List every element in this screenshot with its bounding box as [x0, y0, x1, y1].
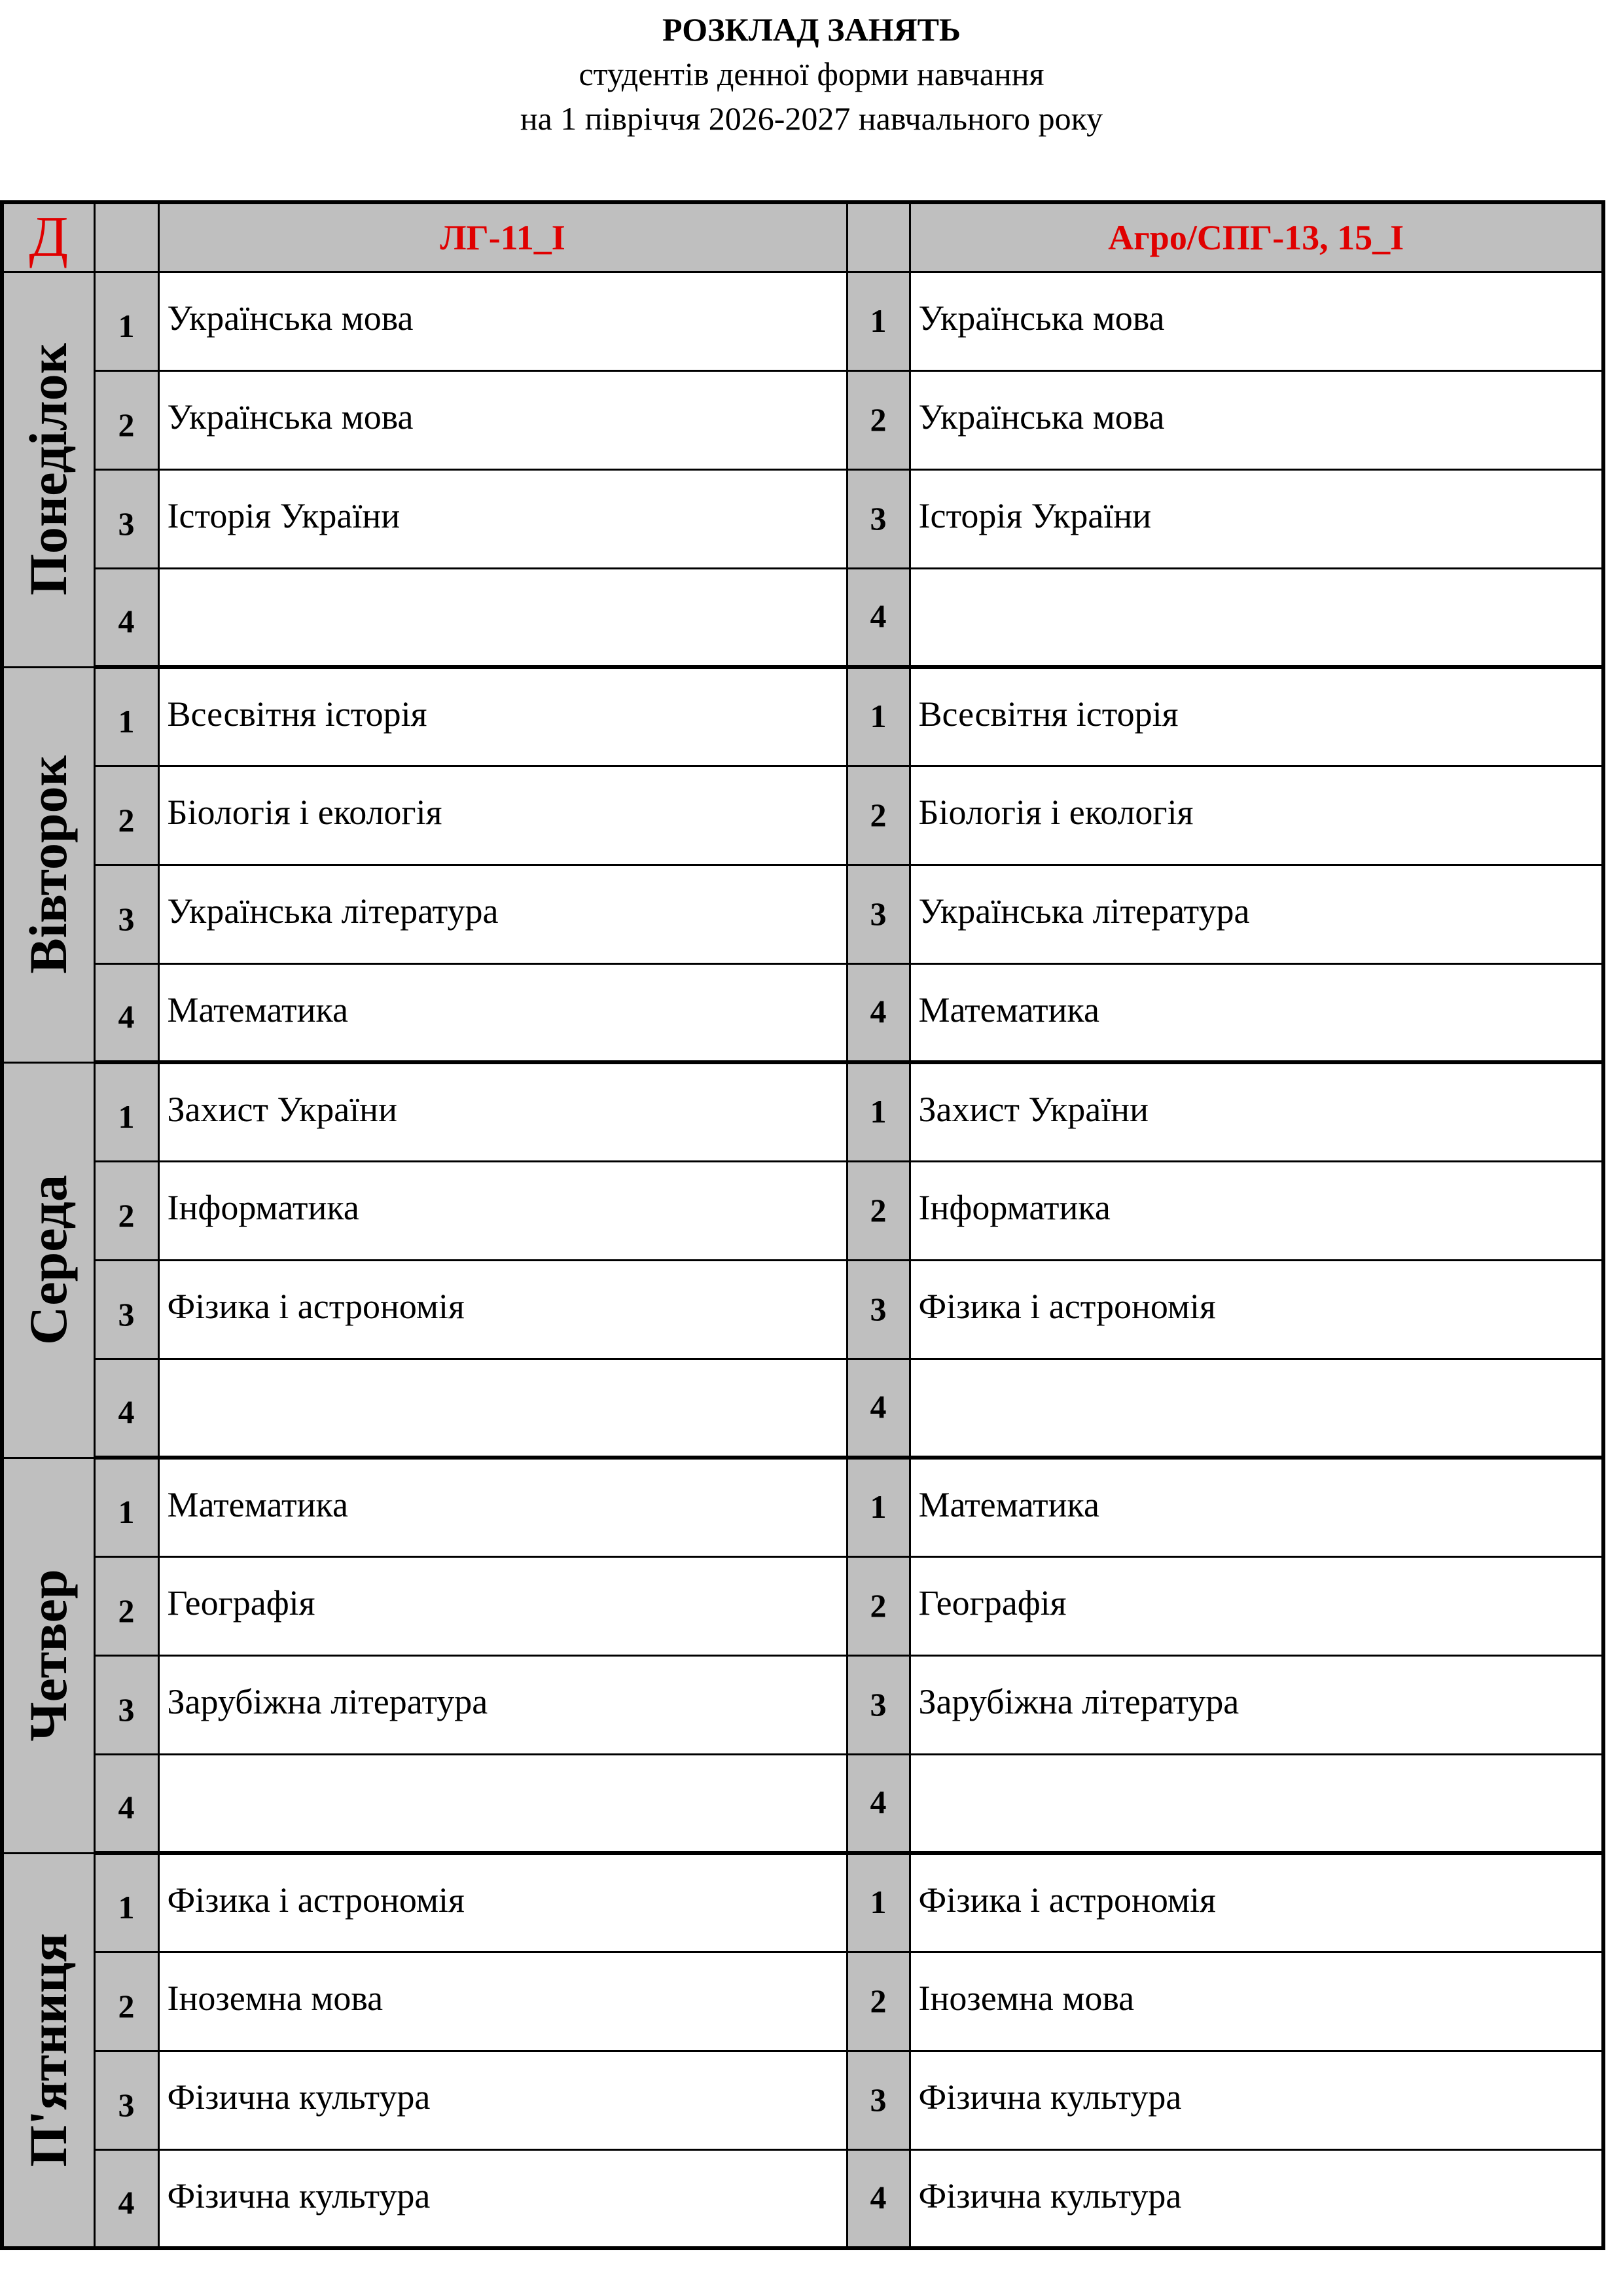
subject-cell-group1 [158, 1359, 847, 1458]
lesson-number-cell-group2 [847, 568, 910, 667]
day-name: П'ятниця [18, 1933, 79, 2167]
table-row [2, 865, 1603, 963]
lesson-number: 3 [870, 895, 887, 932]
lesson-number-cell-group2 [847, 963, 910, 1062]
table-row [2, 469, 1603, 568]
lesson-number-cell-group1 [94, 865, 158, 963]
table-row [2, 1853, 1603, 1952]
subject-name: Всесвітня історія [918, 694, 1179, 734]
table-row [2, 1161, 1603, 1260]
subject-cell-group2 [910, 1062, 1603, 1161]
lesson-number-cell-group1 [94, 667, 158, 766]
lesson-number-cell-group1 [94, 1655, 158, 1754]
lesson-number-cell-group2 [847, 1260, 910, 1359]
table-row [2, 667, 1603, 766]
lesson-number: 2 [118, 801, 135, 838]
table-row [2, 1655, 1603, 1754]
subject-cell-group1 [158, 1260, 847, 1359]
lesson-number: 4 [118, 998, 135, 1035]
subject-name [160, 569, 846, 594]
table-header-row [2, 202, 1603, 272]
lesson-number: 1 [118, 702, 135, 740]
table-row [2, 766, 1603, 865]
subject-name: Іноземна мова [918, 1978, 1135, 2018]
table-row [2, 568, 1603, 667]
day-name-cell [2, 667, 94, 1062]
lesson-number: 2 [870, 1587, 887, 1624]
lesson-number: 2 [118, 406, 135, 443]
lesson-number-cell-group1 [94, 766, 158, 865]
subject-name: Українська література [167, 891, 499, 931]
subject-name: Фізична культура [167, 2077, 431, 2117]
day-name: Четвер [18, 1569, 79, 1742]
subject-cell-group2 [910, 469, 1603, 568]
lesson-number-cell-group2 [847, 2051, 910, 2149]
subject-name: Географія [918, 1583, 1067, 1623]
subject-cell-group1 [158, 1853, 847, 1952]
document-subtitle-line2: на 1 півріччя 2026-2027 навчального року [520, 100, 1103, 137]
document-subtitle-line1: студентів денної форми навчання [579, 56, 1044, 92]
lesson-number: 3 [118, 2086, 135, 2123]
subject-name: Фізика і астрономія [918, 1880, 1216, 1920]
subject-cell-group2 [910, 568, 1603, 667]
lesson-number-header [94, 202, 158, 272]
lesson-number-cell-group1 [94, 1754, 158, 1853]
subject-name: Українська мова [167, 298, 414, 338]
lesson-number: 2 [118, 1196, 135, 1234]
table-row [2, 1556, 1603, 1655]
subject-cell-group1 [158, 766, 847, 865]
lesson-number: 4 [118, 1393, 135, 1430]
subject-name: Фізична культура [167, 2176, 431, 2215]
subject-cell-group1 [158, 2149, 847, 2248]
schedule-body [2, 202, 1603, 2248]
subject-name: Українська мова [167, 397, 414, 437]
lesson-number: 2 [870, 796, 887, 833]
lesson-number: 4 [118, 2184, 135, 2221]
subject-cell-group1 [158, 667, 847, 766]
subject-cell-group2 [910, 272, 1603, 370]
lesson-number-cell-group2 [847, 1952, 910, 2051]
lesson-number-cell-group1 [94, 1952, 158, 2051]
lesson-number: 1 [118, 307, 135, 344]
day-name: Середа [18, 1174, 79, 1346]
subject-cell-group2 [910, 667, 1603, 766]
subject-name: Українська література [918, 891, 1250, 931]
day-name-cell [2, 1062, 94, 1458]
lesson-number: 3 [118, 505, 135, 542]
subject-name: Фізична культура [918, 2176, 1182, 2215]
lesson-number-cell-group1 [94, 370, 158, 469]
lesson-number-cell-group2 [847, 469, 910, 568]
subject-cell-group1 [158, 568, 847, 667]
subject-name: Фізика і астрономія [918, 1286, 1216, 1326]
lesson-number: 2 [870, 1191, 887, 1229]
subject-name: Біологія і екологія [918, 792, 1194, 832]
lesson-number: 1 [118, 1888, 135, 1926]
day-name: Вівторок [18, 755, 79, 974]
lesson-number: 3 [870, 1685, 887, 1723]
day-name-cell [2, 1458, 94, 1853]
subject-cell-group1 [158, 865, 847, 963]
subject-name [160, 1360, 846, 1385]
subject-name: Іноземна мова [167, 1978, 383, 2018]
lesson-number: 4 [118, 603, 135, 639]
lesson-number-cell-group1 [94, 469, 158, 568]
subject-name [911, 1755, 1602, 1780]
table-row [2, 370, 1603, 469]
lesson-number-cell-group2 [847, 2149, 910, 2248]
subject-name: Математика [918, 990, 1099, 1030]
lesson-number-cell-group1 [94, 568, 158, 667]
day-name-cell [2, 1853, 94, 2248]
lesson-number-cell-group1 [94, 1359, 158, 1458]
lesson-number: 1 [870, 1883, 887, 1920]
lesson-number-cell-group1 [94, 272, 158, 370]
lesson-number: 3 [870, 2081, 887, 2118]
document-title: РОЗКЛАД ЗАНЯТЬ [662, 11, 961, 48]
lesson-number: 3 [870, 499, 887, 537]
lesson-number: 4 [870, 1784, 887, 1820]
lesson-number-cell-group2 [847, 1754, 910, 1853]
subject-cell-group1 [158, 1161, 847, 1260]
subject-cell-group2 [910, 766, 1603, 865]
lesson-number: 1 [870, 1488, 887, 1525]
table-row [2, 272, 1603, 370]
subject-cell-group2 [910, 1952, 1603, 2051]
subject-name [160, 1755, 846, 1780]
lesson-number: 2 [118, 1987, 135, 2024]
subject-cell-group2 [910, 2149, 1603, 2248]
lesson-number: 1 [870, 697, 887, 734]
table-row [2, 1062, 1603, 1161]
subject-cell-group1 [158, 1556, 847, 1655]
lesson-number-cell-group1 [94, 2149, 158, 2248]
subject-cell-group2 [910, 1161, 1603, 1260]
lesson-number-cell-group1 [94, 2051, 158, 2149]
subject-cell-group2 [910, 1556, 1603, 1655]
lesson-number: 3 [118, 1691, 135, 1728]
lesson-number-cell-group2 [847, 1458, 910, 1556]
table-row [2, 1458, 1603, 1556]
subject-name: Всесвітня історія [167, 694, 427, 734]
subject-cell-group1 [158, 1458, 847, 1556]
lesson-number-cell-group2 [847, 1161, 910, 1260]
table-row [2, 1952, 1603, 2051]
lesson-number: 3 [118, 900, 135, 937]
lesson-number: 3 [118, 1295, 135, 1333]
table-row [2, 2051, 1603, 2149]
lesson-number-cell-group1 [94, 1853, 158, 1952]
subject-cell-group2 [910, 2051, 1603, 2149]
lesson-number: 2 [870, 401, 887, 438]
lesson-number: 1 [118, 1098, 135, 1135]
subject-name: Географія [167, 1583, 315, 1623]
lesson-number: 4 [870, 598, 887, 634]
subject-cell-group2 [910, 963, 1603, 1062]
subject-cell-group1 [158, 1754, 847, 1853]
subject-cell-group1 [158, 1655, 847, 1754]
group2-header: Агро/СПГ-13, 15_І [910, 202, 1603, 272]
lesson-number: 4 [870, 1388, 887, 1425]
subject-cell-group1 [158, 1952, 847, 2051]
subject-name: Українська мова [918, 397, 1165, 437]
table-row [2, 1260, 1603, 1359]
subject-name: Математика [918, 1485, 1099, 1524]
lesson-number: 1 [118, 1493, 135, 1530]
subject-cell-group1 [158, 963, 847, 1062]
lesson-number: 1 [870, 1092, 887, 1130]
subject-name: Інформатика [918, 1187, 1111, 1227]
subject-cell-group2 [910, 1359, 1603, 1458]
lesson-number-cell-group1 [94, 1458, 158, 1556]
lesson-number-header-2 [847, 202, 910, 272]
lesson-number-cell-group2 [847, 1359, 910, 1458]
table-row [2, 1359, 1603, 1458]
subject-name [911, 569, 1602, 594]
subject-cell-group2 [910, 1655, 1603, 1754]
lesson-number-cell-group2 [847, 370, 910, 469]
subject-name: Захист України [918, 1090, 1149, 1129]
day-name-cell [2, 272, 94, 667]
subject-name: Біологія і екологія [167, 792, 442, 832]
subject-name: Інформатика [167, 1187, 359, 1227]
lesson-number: 2 [870, 1982, 887, 2019]
lesson-number-cell-group2 [847, 1655, 910, 1754]
subject-name: Історія України [918, 495, 1152, 535]
lesson-number-cell-group1 [94, 1556, 158, 1655]
lesson-number-cell-group1 [94, 1161, 158, 1260]
table-row [2, 1754, 1603, 1853]
table-row [2, 963, 1603, 1062]
subject-cell-group2 [910, 1458, 1603, 1556]
lesson-number: 2 [118, 1592, 135, 1629]
subject-cell-group2 [910, 1754, 1603, 1853]
subject-cell-group2 [910, 370, 1603, 469]
group1-header: ЛГ-11_І [158, 202, 847, 272]
lesson-number-cell-group2 [847, 766, 910, 865]
lesson-number: 4 [870, 993, 887, 1030]
lesson-number-cell-group2 [847, 1853, 910, 1952]
subject-cell-group1 [158, 272, 847, 370]
subject-name: Фізика і астрономія [167, 1286, 465, 1326]
table-row [2, 2149, 1603, 2248]
subject-name: Фізика і астрономія [167, 1880, 465, 1920]
subject-name: Математика [167, 990, 348, 1030]
lesson-number-cell-group1 [94, 1062, 158, 1161]
subject-name: Українська мова [918, 298, 1165, 338]
subject-name: Фізична культура [918, 2077, 1182, 2117]
subject-cell-group1 [158, 469, 847, 568]
subject-cell-group2 [910, 1853, 1603, 1952]
lesson-number-cell-group2 [847, 272, 910, 370]
day-name: Понеділок [18, 343, 79, 596]
subject-cell-group1 [158, 370, 847, 469]
subject-cell-group1 [158, 2051, 847, 2149]
subject-name: Зарубіжна література [167, 1681, 488, 1721]
subject-cell-group1 [158, 1062, 847, 1161]
subject-name [911, 1360, 1602, 1385]
lesson-number-cell-group2 [847, 1556, 910, 1655]
day-column-header: Д [2, 202, 94, 272]
subject-name: Захист України [167, 1090, 397, 1129]
subject-cell-group2 [910, 1260, 1603, 1359]
lesson-number: 4 [870, 2179, 887, 2215]
subject-name: Історія України [167, 495, 401, 535]
schedule-table [0, 200, 1605, 2250]
lesson-number-cell-group2 [847, 667, 910, 766]
lesson-number-cell-group1 [94, 1260, 158, 1359]
lesson-number: 3 [870, 1290, 887, 1327]
lesson-number: 4 [118, 1789, 135, 1825]
lesson-number-cell-group2 [847, 1062, 910, 1161]
subject-cell-group2 [910, 865, 1603, 963]
subject-name: Математика [167, 1485, 348, 1524]
lesson-number: 1 [870, 302, 887, 339]
lesson-number-cell-group2 [847, 865, 910, 963]
lesson-number-cell-group1 [94, 963, 158, 1062]
subject-name: Зарубіжна література [918, 1681, 1240, 1721]
